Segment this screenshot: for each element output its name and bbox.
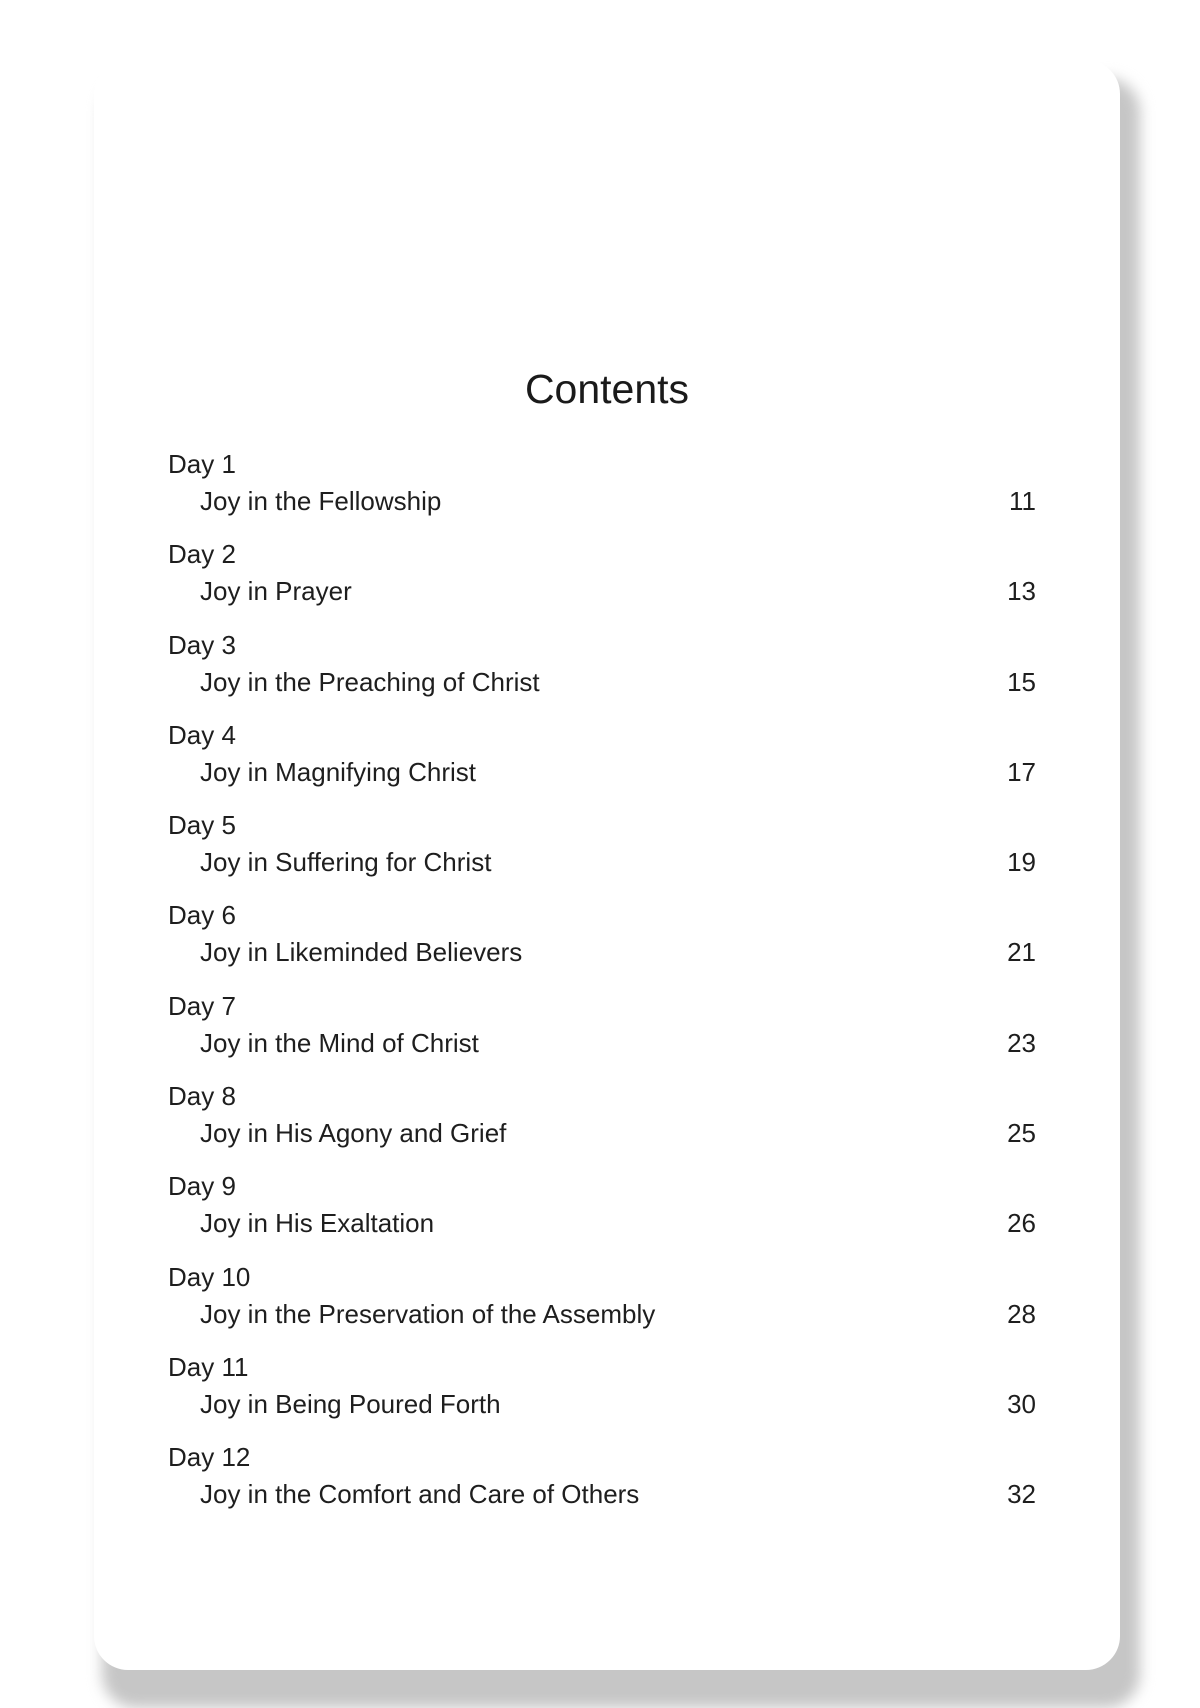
day-label: Day 12: [168, 1442, 251, 1473]
page-number: 15: [1007, 666, 1036, 697]
toc-entry-day-7: [168, 989, 1119, 1079]
day-label: Day 5: [168, 810, 236, 841]
entry-title: Joy in the Preservation of the Assembly: [200, 1298, 656, 1329]
page-number: 32: [1007, 1479, 1036, 1510]
entry-title: Joy in His Agony and Grief: [200, 1118, 507, 1149]
page-number: 23: [1007, 1027, 1036, 1058]
day-label: Day 9: [168, 1171, 236, 1202]
day-label: Day 2: [168, 539, 236, 570]
entry-title: Joy in Being Poured Forth: [200, 1388, 501, 1419]
entry-title: Joy in Prayer: [200, 576, 352, 607]
page-number: 21: [1007, 937, 1036, 968]
toc-entry-day-3: [168, 628, 1119, 718]
day-label: Day 11: [168, 1351, 249, 1382]
page-title: Contents: [524, 366, 690, 412]
entry-title: Joy in the Fellowship: [200, 486, 442, 516]
page-number: 25: [1007, 1118, 1036, 1149]
contents-page: [94, 60, 1120, 1670]
entry-title: Joy in His Exaltation: [200, 1208, 435, 1239]
toc-entry-day-11: [168, 1350, 1119, 1440]
entry-title: Joy in the Mind of Christ: [200, 1027, 479, 1058]
page-number: 28: [1007, 1298, 1036, 1329]
page-number: 17: [1007, 756, 1036, 787]
page-number: 30: [1007, 1388, 1036, 1419]
page-number: 11: [1009, 486, 1036, 516]
toc-entry-day-8: [168, 1079, 1119, 1169]
toc-entry-day-6: [168, 898, 1119, 988]
day-label: Day 1: [168, 449, 236, 479]
day-label: Day 4: [168, 719, 236, 750]
toc-entry-day-1: [168, 447, 1119, 537]
day-label: Day 7: [168, 990, 236, 1021]
table-of-contents: [168, 447, 1119, 1531]
day-label: Day 6: [168, 900, 236, 931]
toc-entry-day-10: [168, 1260, 1119, 1350]
toc-entry-day-9: [168, 1169, 1119, 1259]
entry-title: Joy in Magnifying Christ: [200, 756, 476, 787]
page-number: 19: [1007, 847, 1036, 878]
day-label: Day 8: [168, 1081, 236, 1112]
page-number: 26: [1007, 1208, 1036, 1239]
toc-entry-day-4: [168, 718, 1119, 808]
entry-title: Joy in the Preaching of Christ: [200, 666, 540, 697]
toc-entry-day-5: [168, 808, 1119, 898]
entry-title: Joy in Likeminded Believers: [200, 937, 523, 968]
page-number: 13: [1007, 576, 1036, 607]
entry-title: Joy in the Comfort and Care of Others: [200, 1479, 640, 1510]
toc-entry-day-12: [168, 1440, 1119, 1530]
day-label: Day 10: [168, 1261, 251, 1292]
day-label: Day 3: [168, 629, 236, 660]
entry-title: Joy in Suffering for Christ: [200, 847, 492, 878]
toc-entry-day-2: [168, 537, 1119, 627]
